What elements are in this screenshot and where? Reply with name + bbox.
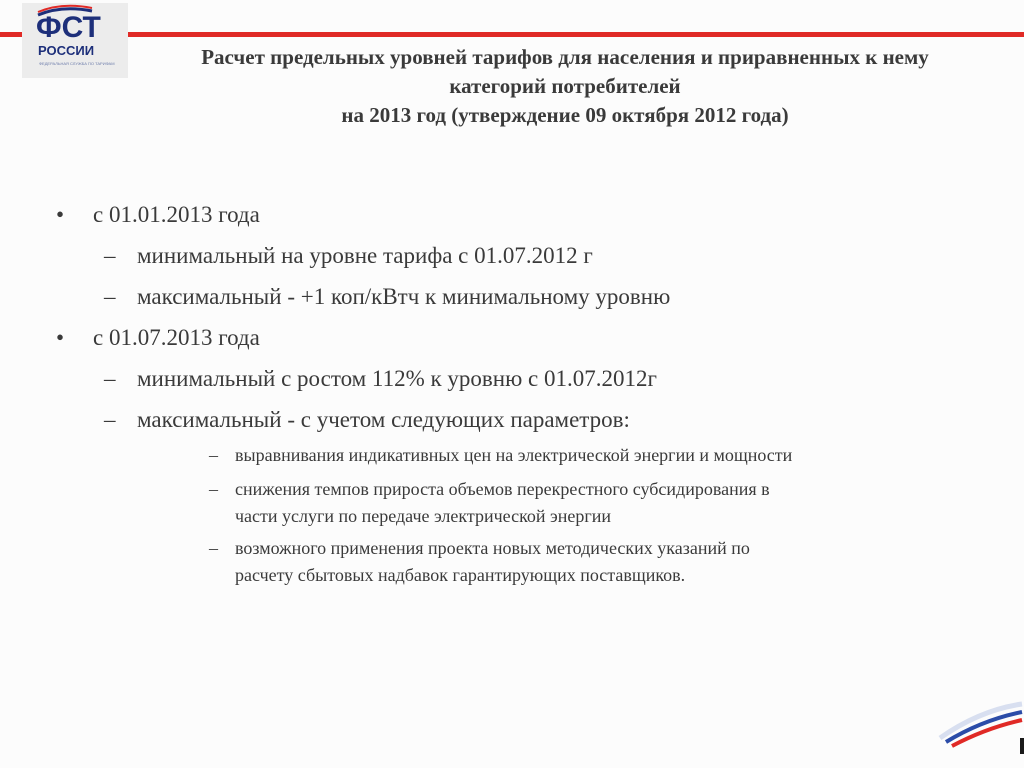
bullet-text: с 01.01.2013 года xyxy=(93,202,260,227)
logo-title: ФСТ xyxy=(36,11,101,44)
title-line-3: на 2013 год (утверждение 09 октября 2012 года) xyxy=(341,103,789,127)
text-line: выравнивания индикативных цен на электрической энергии и мощности xyxy=(235,445,793,465)
sub-sub-bullet-text xyxy=(235,476,945,530)
sub-bullet-text: максимальный - +1 коп/кВтч к минимальному уровню xyxy=(137,284,671,309)
dash-marker: – xyxy=(104,284,116,309)
sub-bullet-text: минимальный на уровне тарифа с 01.07.2012 г xyxy=(137,243,593,268)
sub-sub-bullet-text xyxy=(235,535,945,589)
header-red-line xyxy=(128,32,1024,37)
dash-marker: – xyxy=(104,366,116,391)
header-red-line-left xyxy=(0,32,22,37)
bullet-marker: • xyxy=(56,202,65,227)
dash-marker: – xyxy=(209,479,218,499)
text-line: части услуги по передаче электрической энергии xyxy=(235,506,612,526)
bullet-marker: • xyxy=(56,325,65,350)
dash-marker: – xyxy=(104,407,116,432)
sub-sub-bullet-text xyxy=(235,442,945,469)
text-line: возможного применения проекта новых методических указаний по xyxy=(235,538,750,558)
dash-marker: – xyxy=(104,243,116,268)
tricolor-swoosh-icon xyxy=(930,698,1024,754)
corner-mark xyxy=(1020,738,1024,754)
sub-bullet-text: максимальный - с учетом следующих параметров: xyxy=(137,407,630,432)
bullet-text: с 01.07.2013 года xyxy=(93,325,260,350)
title-line-2: категорий потребителей xyxy=(449,74,681,98)
title-line-1: Расчет предельных уровней тарифов для населения и приравненных к нему xyxy=(201,45,929,69)
sub-bullet-text: минимальный с ростом 112% к уровню с 01.07.2012г xyxy=(137,366,657,391)
dash-marker: – xyxy=(209,445,218,465)
logo-subtitle: РОССИИ xyxy=(38,43,95,58)
text-line: расчету сбытовых надбавок гарантирующих поставщиков. xyxy=(235,565,686,585)
text-line: снижения темпов прироста объемов перекрестного субсидирования в xyxy=(235,479,770,499)
slide-title xyxy=(110,43,1020,130)
dash-marker: – xyxy=(209,538,218,558)
logo-caption: ФЕДЕРАЛЬНАЯ СЛУЖБА ПО ТАРИФАМ xyxy=(39,61,115,66)
